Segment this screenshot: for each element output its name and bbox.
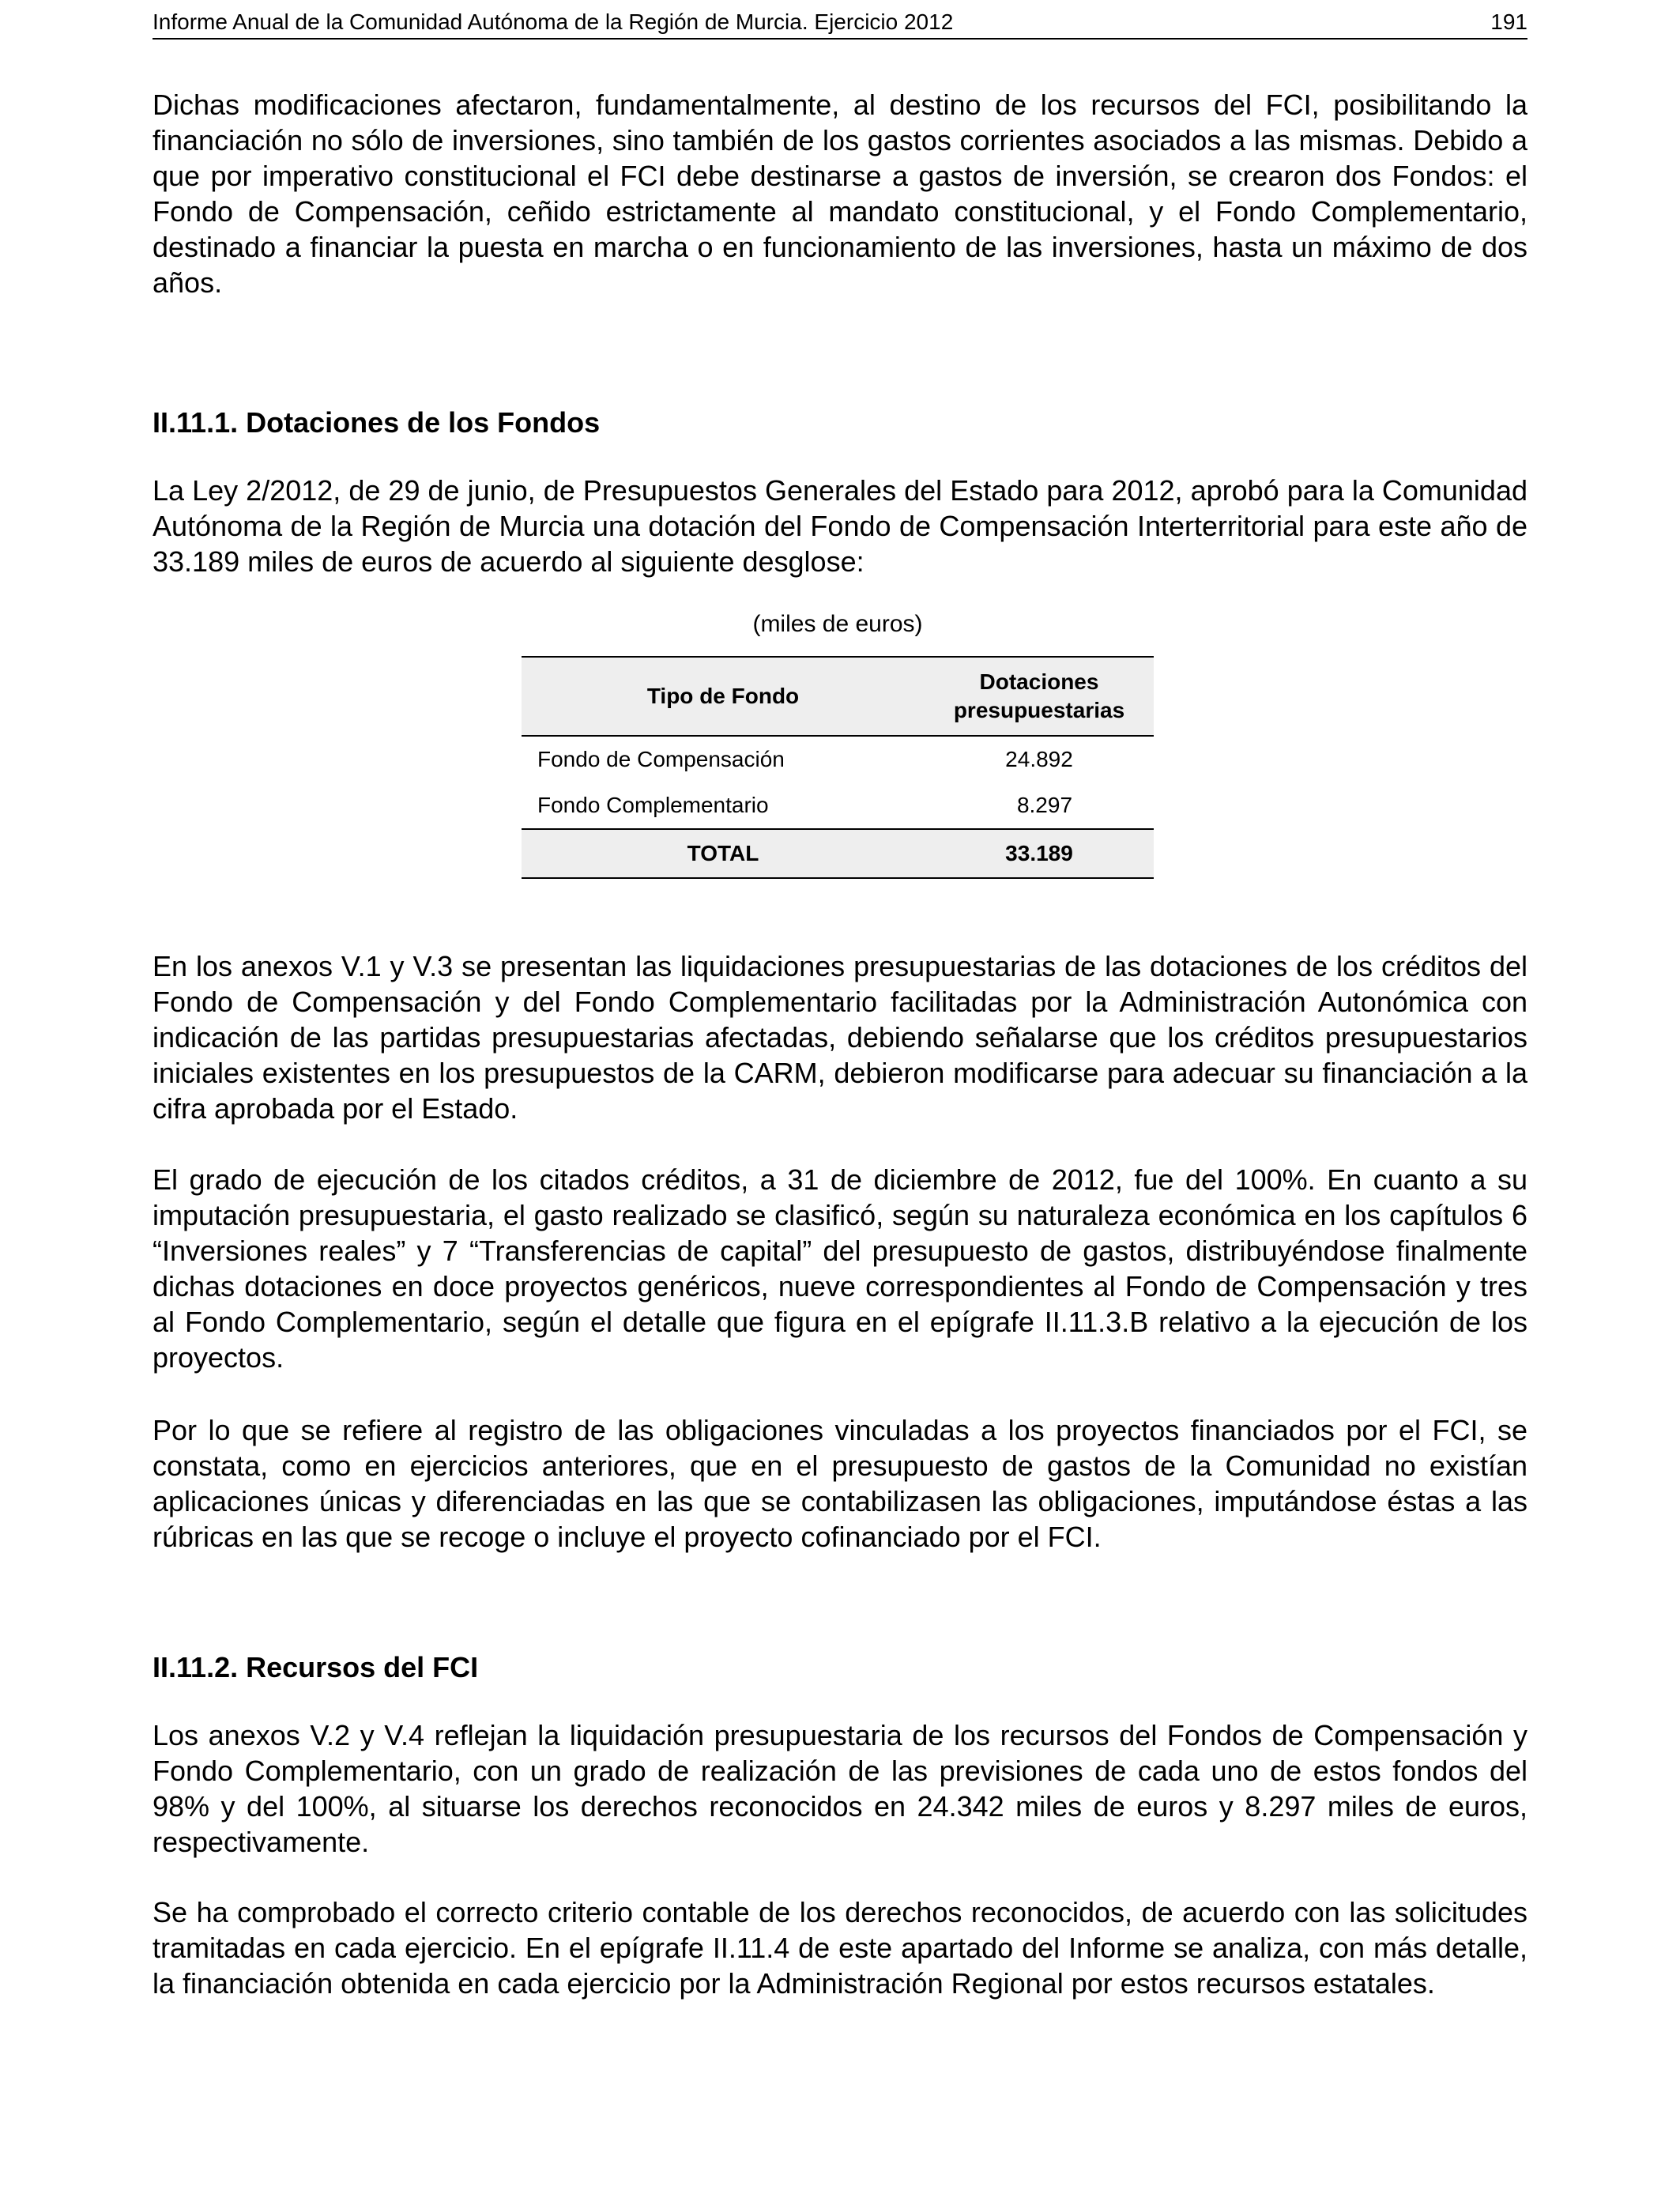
paragraph-registro-obligaciones: Por lo que se refiere al registro de las obligaciones vinculadas a los proyectos financiados por el FCI, se constata, como en ejercicios anteriores, que en el presupuesto de gastos de la Comunidad no existían aplicaciones únicas y diferenciadas en las que se contabilizasen las obligaciones, imputándose éstas a las rúbricas en las que se recoge o incluye el proyecto cofinanciado por el FCI. (153, 1414, 1527, 1553)
table-header-row (522, 657, 1154, 736)
header-title: Informe Anual de la Comunidad Autónoma de la Región de Murcia. Ejercicio 2012 (153, 9, 954, 34)
paragraph-grado-ejecucion: El grado de ejecución de los citados créditos, a 31 de diciembre de 2012, fue del 100%. En cuanto a su imputación presupuestaria, el gasto realizado se clasificó, según su naturaleza económica en los capítulos 6 “Inversiones reales” y 7 “Transferencias de capital” del presupuesto de gastos, distribuyéndose finalmente dichas dotaciones en doce proyectos genéricos, nueve correspondientes al Fondo de Compensación y tres al Fondo Complementario, según el detalle que figura en el epígrafe II.11.3.B relativo a la ejecución de los proyectos. (153, 1163, 1527, 1374)
row-fund-name: Fondo Complementario (537, 793, 769, 817)
column-header-dotaciones-line1: Dotaciones (979, 669, 1099, 694)
table-total-row (522, 829, 1154, 878)
column-header-dotaciones (925, 657, 1154, 736)
section-heading-recursos: II.11.2. Recursos del FCI (153, 1651, 479, 1683)
column-header-tipo: Tipo de Fondo (522, 657, 925, 736)
paragraph-anexos-liquidaciones: En los anexos V.1 y V.3 se presentan las liquidaciones presupuestarias de las dotaciones de los créditos del Fondo de Compensación y del Fondo Complementario facilitadas por la Administración Autonómica con indicación de las partidas presupuestarias afectadas, debiendo señalarse que los créditos presupuestarios iniciales existentes en los presupuestos de la CARM, debieron modificarse para adecuar su financiación a la cifra aprobada por el Estado. (153, 950, 1527, 1125)
row-fund-name: Fondo de Compensación (537, 747, 785, 771)
table-row (522, 782, 1154, 829)
table-row (522, 736, 1154, 782)
row-fund-value: 24.892 (1005, 747, 1073, 771)
table-unit-caption: (miles de euros) (752, 611, 923, 637)
total-value: 33.189 (925, 829, 1154, 878)
page-number: 191 (1490, 9, 1527, 34)
row-fund-value: 8.297 (1016, 793, 1073, 817)
fund-allocation-table (522, 656, 1154, 879)
total-label: TOTAL (522, 829, 925, 878)
paragraph-criterio-contable: Se ha comprobado el correcto criterio contable de los derechos reconocidos, de acuerdo con las solicitudes tramitadas en cada ejercicio. En el epígrafe II.11.4 de este apartado del Informe se analiza, con más detalle, la financiación obtenida en cada ejercicio por la Administración Regional por estos recursos estatales. (153, 1896, 1527, 2000)
paragraph-ley: La Ley 2/2012, de 29 de junio, de Presupuestos Generales del Estado para 2012, aprobó para la Comunidad Autónoma de la Región de Murcia una dotación del Fondo de Compensación Interterritorial para este año de 33.189 miles de euros de acuerdo al siguiente desglose: (153, 474, 1527, 578)
paragraph-intro: Dichas modificaciones afectaron, fundamentalmente, al destino de los recursos del FCI, posibilitando la financiación no sólo de inversiones, sino también de los gastos corrientes asociados a las mismas. Debido a que por imperativo constitucional el FCI debe destinarse a gastos de inversión, se crearon dos Fondos: el Fondo de Compensación, ceñido estrictamente al mandato constitucional, y el Fondo Complementario, destinado a financiar la puesta en marcha o en funcionamiento de las inversiones, hasta un máximo de dos años. (153, 89, 1527, 299)
column-header-dotaciones-line2: presupuestarias (953, 698, 1125, 722)
section-heading-dotaciones: II.11.1. Dotaciones de los Fondos (153, 406, 601, 439)
page-header (153, 6, 1527, 40)
paragraph-anexos-recursos: Los anexos V.2 y V.4 reflejan la liquidación presupuestaria de los recursos del Fondos de Compensación y Fondo Complementario, con un grado de realización de las previsiones de cada uno de estos fondos del 98% y del 100%, al situarse los derechos reconocidos en 24.342 miles de euros y 8.297 miles de euros, respectivamente. (153, 1719, 1527, 1858)
